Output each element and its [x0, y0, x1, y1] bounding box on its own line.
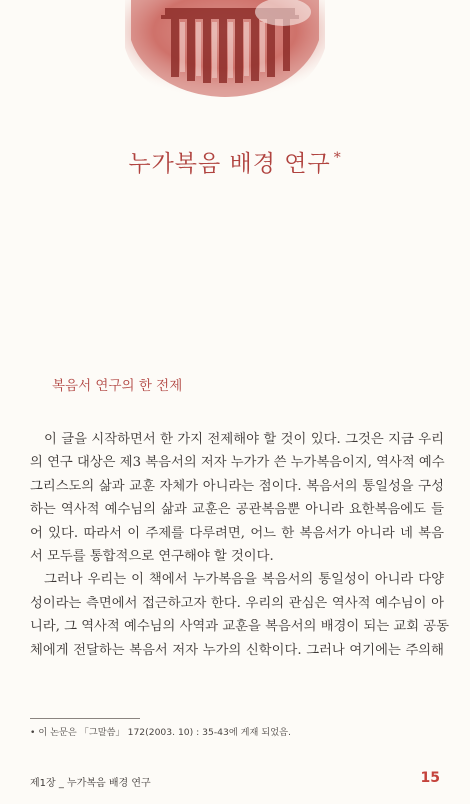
paragraph	[30, 428, 444, 568]
text-line: 이 글을 시작하면서 한 가지 전제해야 할 것이 있다. 그것은 지금 우리	[44, 432, 444, 447]
paragraph	[30, 568, 449, 662]
page-number: 15	[420, 770, 440, 786]
running-footer: 제1장 _ 누가복음 배경 연구	[30, 778, 151, 789]
footnote: • 이 논문은 「그말씀」 172(2003. 10) : 35-43에 게재 되었음.	[30, 727, 291, 738]
section-heading: 복음서 연구의 한 전제	[52, 378, 183, 394]
text-line: 의 연구 대상은 제3 복음서의 저자 누가가 쓴 누가복음이지, 역사적 예수	[30, 455, 445, 471]
text-line: 성이라는 측면에서 접근하고자 한다. 우리의 관심은 역사적 예수님이 아	[30, 595, 444, 611]
text-line: 그러나 우리는 이 책에서 누가복음을 복음서의 통일성이 아니라 다양	[44, 572, 444, 588]
footnote-marker: *	[333, 150, 342, 167]
text-line: 그리스도의 삶과 교훈 자체가 아니라는 점이다. 복음서의 통일성을 구성	[30, 478, 444, 494]
text-line: 어 있다. 따라서 이 주제를 다루려면, 어느 한 복음서가 아니라 네 복음	[30, 525, 444, 541]
chapter-title	[0, 145, 470, 178]
footnote-divider	[30, 718, 140, 719]
temple-illustration	[125, 0, 325, 105]
body-text	[30, 428, 449, 662]
text-line: 체에게 전달하는 복음서 저자 누가의 신학이다. 그러나 여기에는 주의해	[30, 642, 444, 658]
text-line: 하는 역사적 예수님의 삶과 교훈은 공관복음뿐 아니라 요한복음에도 들	[30, 502, 444, 518]
text-line: 니라, 그 역사적 예수님의 사역과 교훈을 복음서의 배경이 되는 교회 공동	[30, 619, 449, 635]
chapter-title-text: 누가복음 배경 연구	[128, 151, 331, 177]
text-line: 서 모두를 통합적으로 연구해야 할 것이다.	[30, 549, 274, 565]
